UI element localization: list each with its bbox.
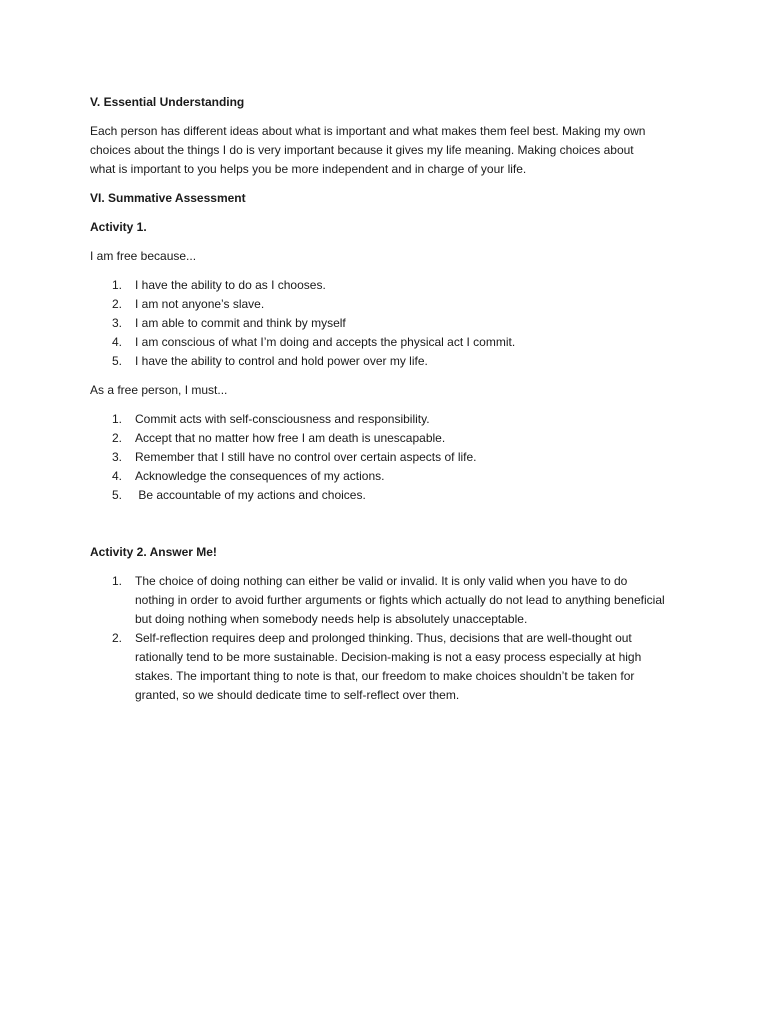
list-item-text: I have the ability to control and hold power over my life. xyxy=(135,354,428,368)
list-item-number: 3. xyxy=(112,316,123,330)
list-item-text: Commit acts with self-consciousness and responsibility. xyxy=(135,412,430,426)
essential-understanding-heading: V. Essential Understanding xyxy=(90,95,245,109)
list-item-text: Accept that no matter how free I am death is unescapable. xyxy=(135,431,446,445)
list-item-number: 2. xyxy=(112,431,123,445)
list-item-text: Acknowledge the consequences of my actions. xyxy=(135,469,385,483)
list-item-number: 4. xyxy=(112,335,123,349)
list-item xyxy=(90,572,665,629)
list-item xyxy=(90,295,685,314)
list-item-text: I have the ability to do as I chooses. xyxy=(135,278,326,292)
list-item xyxy=(90,467,685,486)
list-item xyxy=(90,486,685,505)
list-item-number: 1. xyxy=(112,278,123,292)
list-item-text: The choice of doing nothing can either be valid or invalid. It is only valid when you have to do nothing in order to avoid further arguments or fights which actually do not lead to anything beneficial but doing nothing when somebody needs help is absolutely unacceptable. xyxy=(135,574,665,626)
free-because-list xyxy=(90,276,685,371)
list-item xyxy=(90,448,685,467)
list-item-text: I am able to commit and think by myself xyxy=(135,316,346,330)
list-item-number: 4. xyxy=(112,469,123,483)
list-item-text: Self-reflection requires deep and prolonged thinking. Thus, decisions that are well-thought out rationally tend to be more sustainable. Decision-making is not a easy process especially at high stakes. The important thing to note is that, our freedom to make choices shouldn’t be taken for granted, so we should dedicate time to self-reflect over them. xyxy=(135,631,642,702)
free-person-list xyxy=(90,410,685,505)
list-item-number: 2. xyxy=(112,297,123,311)
list-item-number: 5. xyxy=(112,488,123,502)
essential-understanding-text: Each person has different ideas about what is important and what makes them feel best. Making my own choices about the things I do is very important because it gives my life meaning. Making choices about what is important to you helps you be more independent and in charge of your life. xyxy=(90,124,646,176)
list-item-text: I am conscious of what I’m doing and accepts the physical act I commit. xyxy=(135,335,516,349)
list-item xyxy=(90,276,685,295)
list-item-number: 1. xyxy=(112,574,123,588)
activity-1-heading: Activity 1. xyxy=(90,220,147,234)
list-item-text: Remember that I still have no control over certain aspects of life. xyxy=(135,450,477,464)
list-item-number: 3. xyxy=(112,450,123,464)
list-item xyxy=(90,333,685,352)
summative-assessment-heading: VI. Summative Assessment xyxy=(90,191,246,205)
list-item xyxy=(90,429,685,448)
list-item-number: 1. xyxy=(112,412,123,426)
document-page xyxy=(90,93,685,715)
list-item-text: I am not anyone’s slave. xyxy=(135,297,265,311)
list-item-text: Be accountable of my actions and choices. xyxy=(135,488,366,502)
list-item-number: 5. xyxy=(112,354,123,368)
answers-list xyxy=(90,572,685,705)
list-item-number: 2. xyxy=(112,631,123,645)
free-because-prompt: I am free because... xyxy=(90,249,197,263)
list-item xyxy=(90,629,665,705)
list-item xyxy=(90,352,685,371)
list-item xyxy=(90,314,685,333)
list-item xyxy=(90,410,685,429)
section-spacer xyxy=(90,515,685,543)
free-person-prompt: As a free person, I must... xyxy=(90,383,228,397)
activity-2-heading: Activity 2. Answer Me! xyxy=(90,545,217,559)
